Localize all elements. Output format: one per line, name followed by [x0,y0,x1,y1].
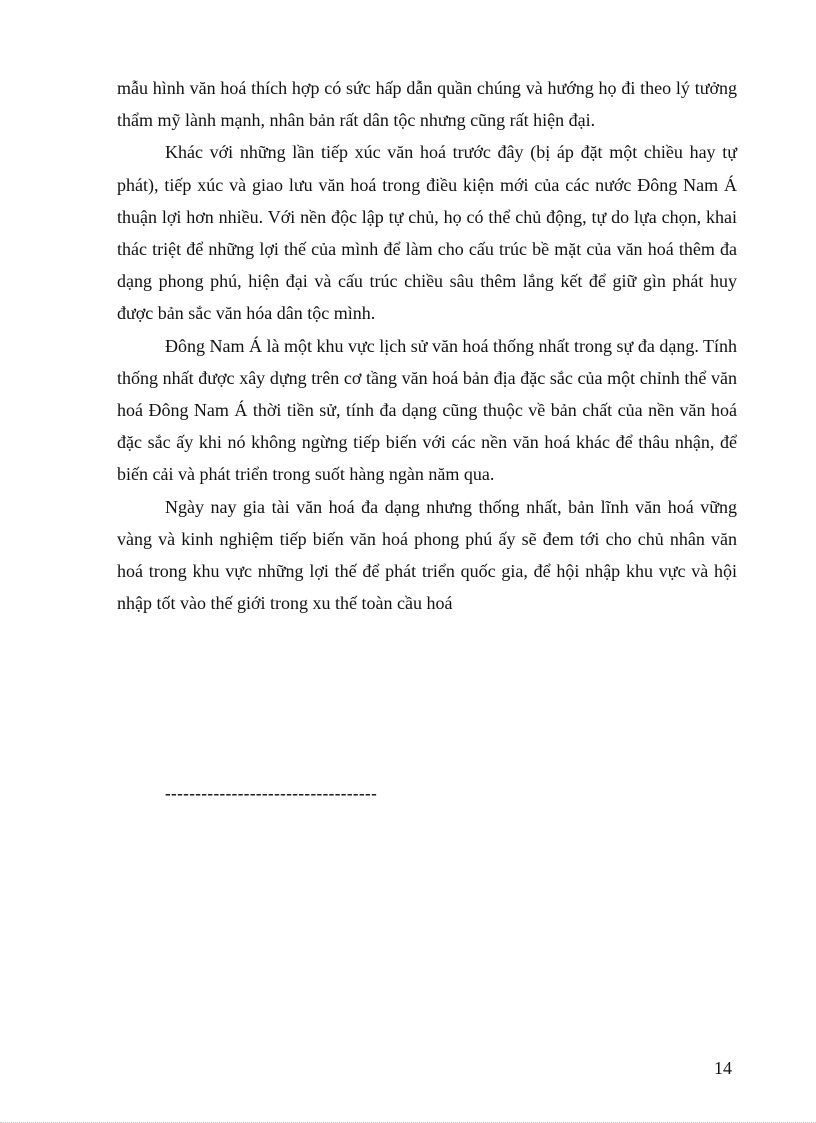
body-text [117,72,737,619]
paragraph-continuation: mẫu hình văn hoá thích hợp có sức hấp dẫn quần chúng và hướng họ đi theo lý tưởng thẩm mỹ lành mạnh, nhân bản rất dân tộc nhưng cũng rất hiện đại. [117,78,737,131]
section-separator: ----------------------------------- [165,784,378,803]
page-number: 14 [714,1058,732,1078]
paragraph: Đông Nam Á là một khu vực lịch sử văn hoá thống nhất trong sự đa dạng. Tính thống nhất được xây dựng trên cơ tầng văn hoá bản địa đặc sắc của một chỉnh thể văn hoá Đông Nam Á thời tiền sử, tính đa dạng cũng thuộc về bản chất của nền văn hoá đặc sắc ấy khi nó không ngừng tiếp biến với các nền văn hoá khác để thâu nhận, để biến cải và phát triển trong suốt hàng ngàn năm qua. [117,335,737,485]
paragraph: Khác với những lần tiếp xúc văn hoá trước đây (bị áp đặt một chiều hay tự phát), tiếp xúc và giao lưu văn hoá trong điều kiện mới của các nước Đông Nam Á thuận lợi hơn nhiều. Với nền độc lập tự chủ, họ có thể chủ động, tự do lựa chọn, khai thác triệt để những lợi thế của mình để làm cho cấu trúc bề mặt của văn hoá thêm đa dạng phong phú, hiện đại và cấu trúc chiều sâu thêm lắng kết để giữ gìn phát huy được bản sắc văn hóa dân tộc mình. [117,142,737,324]
paragraph: Ngày nay gia tài văn hoá đa dạng nhưng thống nhất, bản lĩnh văn hoá vững vàng và kinh nghiệm tiếp biến văn hoá phong phú ấy sẽ đem tới cho chủ nhân văn hoá trong khu vực những lợi thế để phát triển quốc gia, để hội nhập khu vực và hội nhập tốt vào thế giới trong xu thế toàn cầu hoá [117,496,737,614]
